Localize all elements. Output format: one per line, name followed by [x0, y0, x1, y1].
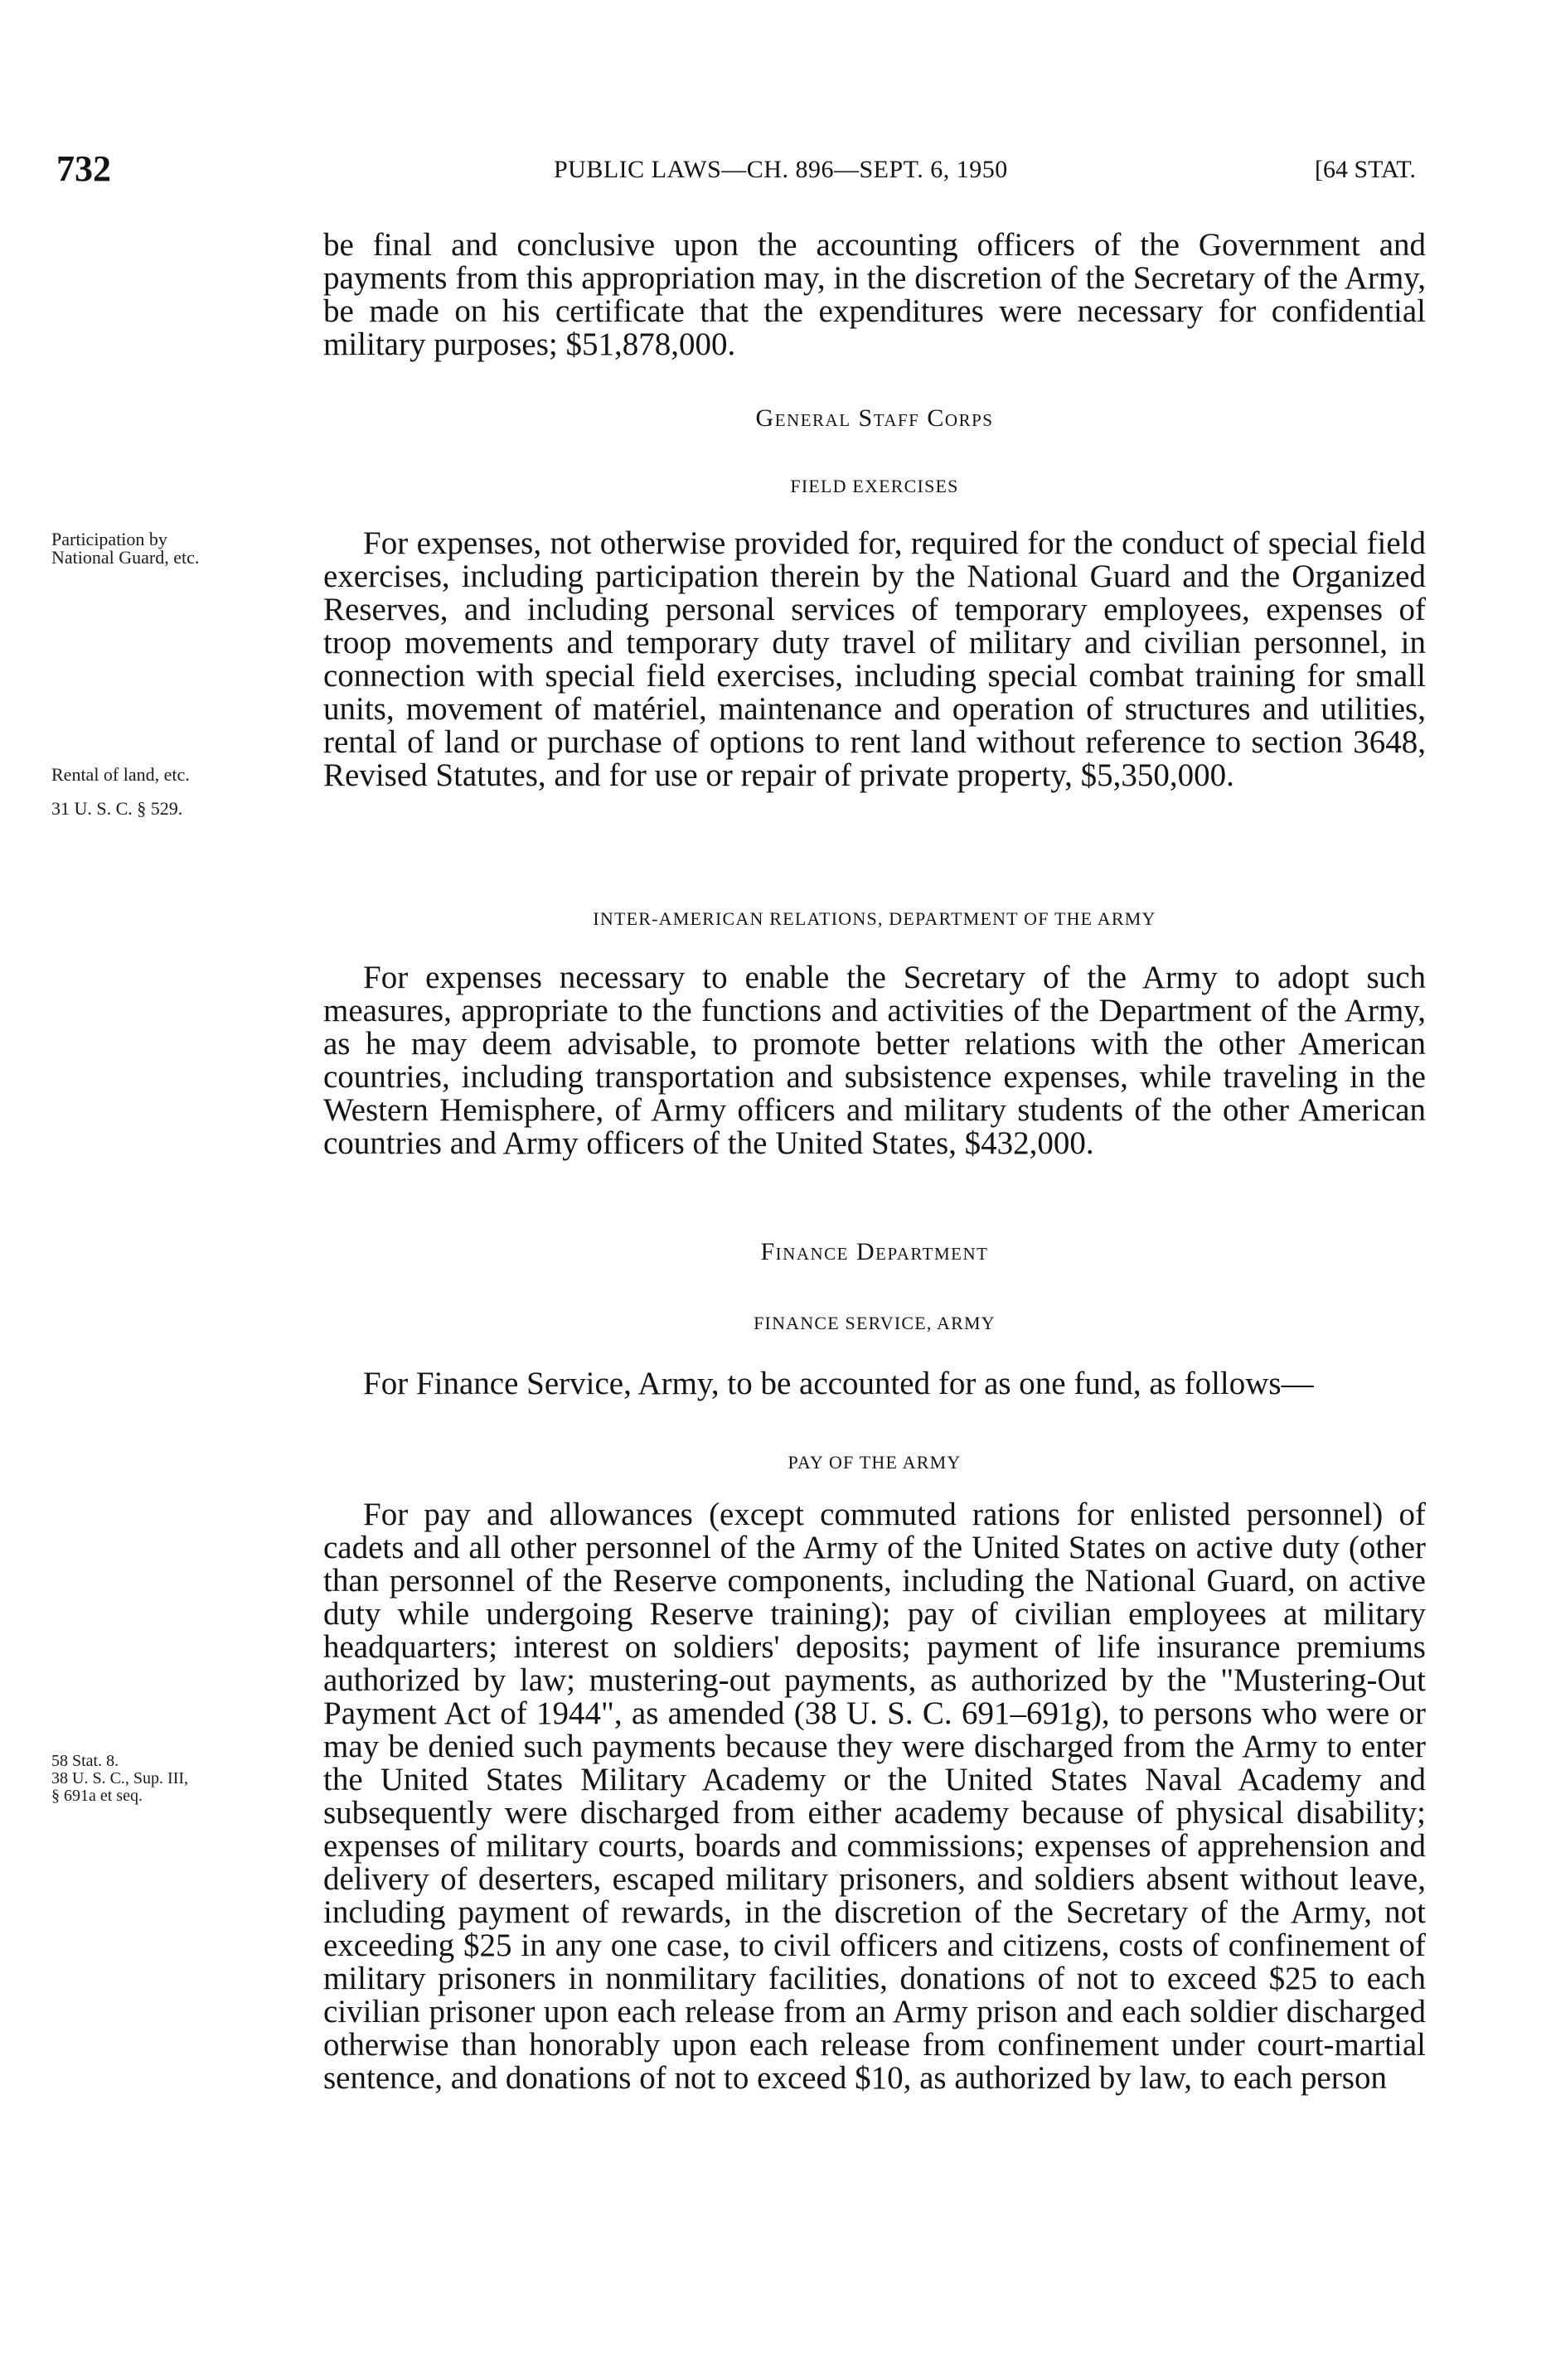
- margin-note-participation: [51, 530, 317, 567]
- finance-service-paragraph: [323, 1367, 1426, 1400]
- opening-paragraph: [323, 229, 1426, 361]
- running-header: [56, 148, 1416, 197]
- margin-note-usc-529-line: 31 U. S. C. § 529.: [51, 798, 183, 819]
- field-exercises-text: For expenses, not otherwise provided for, required for the conduct of special field exercises, including participation therein by the National Guard and the Organized Reserves, and including personal services of temporary employees, expenses of troop movements and temporary duty travel of military and civilian personnel, in connection with special field exercises, including special combat training for small units, movement of matériel, maintenance and operation of structures and utilities, rental of land or purchase of options to rent land without reference to section 3648, Revised Statutes, and for use or repair of private property, $5,350,000.: [323, 525, 1426, 793]
- margin-note-usc-529: [51, 800, 317, 818]
- margin-note-participation-line1: Participation by: [51, 529, 167, 549]
- inter-american-paragraph: [323, 961, 1426, 1160]
- finance-department-heading: Finance Department: [760, 1238, 989, 1265]
- opening-text: be final and conclusive upon the accounting officers of the Government and payments from this appropriation may, in the discretion of the Secretary of the Army, be made on his certificate that the expenditures were necessary for confidential military purposes; $51,878,000.: [323, 227, 1426, 362]
- running-title: PUBLIC LAWS—CH. 896—SEPT. 6, 1950: [554, 156, 1008, 183]
- page-number: 732: [56, 148, 111, 189]
- margin-note-citations: [51, 1753, 317, 1805]
- pay-of-army-paragraph: [323, 1498, 1426, 2095]
- margin-note-stat-8: 58 Stat. 8.: [51, 1752, 119, 1770]
- finance-service-text: For Finance Service, Army, to be accounted for as one fund, as follows—: [363, 1366, 1314, 1401]
- margin-note-usc-sup: 38 U. S. C., Sup. III,: [51, 1769, 189, 1787]
- margin-note-participation-line2: National Guard, etc.: [51, 547, 200, 568]
- finance-service-heading: FINANCE SERVICE, ARMY: [754, 1313, 996, 1333]
- margin-note-rental-line: Rental of land, etc.: [51, 764, 190, 785]
- margin-note-rental: [51, 766, 317, 784]
- inter-american-text: For expenses necessary to enable the Secretary of the Army to adopt such measures, appropriate to the functions and activities of the Department of the Army, as he may deem advisable, to promote better relations with the other American countries, including transportation and subsistence expenses, while traveling in the Western Hemisphere, of Army officers and military students of the other American countries and Army officers of the United States, $432,000.: [323, 960, 1426, 1161]
- inter-american-heading: INTER-AMERICAN RELATIONS, DEPARTMENT OF THE ARMY: [593, 908, 1156, 929]
- pay-of-army-text: For pay and allowances (except commuted rations for enlisted personnel) of cadets and all other personnel of the Army of the United States on active duty (other than personnel of the Reserve components, including the National Guard, on active duty while undergoing Reserve training); pay of civilian employees at military headquarters; interest on soldiers' deposits; payment of life insurance premiums authorized by law; mustering-out payments, as authorized by the "Mustering-Out Payment Act of 1944", as amended (38 U. S. C. 691–691g), to persons who were or may be denied such payments because they were discharged from the Army to enter the United States Military Academy or the United States Naval Academy and subsequently were discharged from either academy because of physical disability; expenses of military courts, boards and commissions; expenses of apprehension and delivery of deserters, escaped military prisoners, and soldiers absent without leave, including payment of rewards, in the discretion of the Secretary of the Army, not exceeding $25 in any one case, to civil officers and citizens, costs of confinement of military prisoners in nonmilitary facilities, donations of not to exceed $25 to each civilian prisoner upon each release from an Army prison and each soldier discharged otherwise than honorably upon each release from confinement under court-martial sentence, and donations of not to exceed $10, as authorized by law, to each person: [323, 1497, 1426, 2096]
- pay-of-army-heading: PAY OF THE ARMY: [788, 1452, 962, 1473]
- field-exercises-paragraph: [323, 527, 1426, 792]
- general-staff-heading: General Staff Corps: [755, 404, 994, 432]
- field-exercises-heading: FIELD EXERCISES: [790, 476, 959, 496]
- volume-reference: [64 STAT.: [1314, 156, 1416, 183]
- margin-note-section-691a: § 691a et seq.: [51, 1787, 143, 1805]
